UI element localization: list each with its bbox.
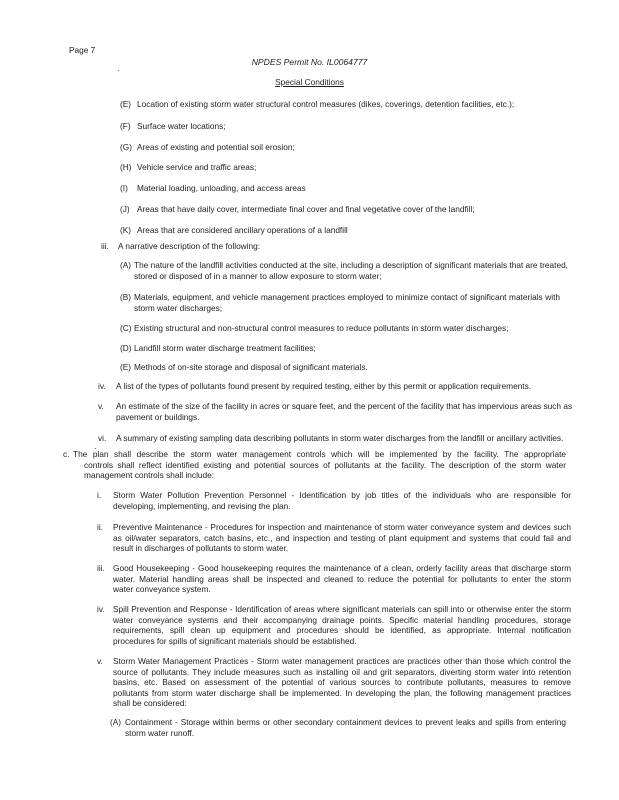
section-c-marker: c. <box>63 449 70 459</box>
management-practice-item-text: Containment - Storage within berms or other secondary containment devices to prevent leaks and spills from entering <box>125 717 566 727</box>
control-item-text: water conveyance systems and their accompanying drainage points. Specific material handling procedures, storage <box>113 614 571 625</box>
narrative-item-text: storm water discharges; <box>134 302 223 313</box>
control-item-text: source of pollutants. They include measures such as installing oil and grit separators, diverting storm water into retention <box>113 666 571 677</box>
scan-speck <box>95 448 96 449</box>
plan-item-marker: v. <box>98 401 104 411</box>
condition-item-text: Material loading, unloading, and access areas <box>137 183 306 193</box>
plan-item-marker: vi. <box>98 433 107 443</box>
condition-item-marker: (J) <box>120 204 130 214</box>
narrative-item-text: Materials, equipment, and vehicle management practices employed to minimize contact of significant materials with <box>134 292 560 302</box>
control-item-marker: iv. <box>97 604 105 614</box>
control-item-text: result in discharges of pollutants to storm water. <box>113 543 289 554</box>
plan-item-text: An estimate of the size of the facility in acres or square feet, and the percent of the facility that has impervious areas such as <box>116 401 573 411</box>
narrative-item-marker: (A) <box>120 260 132 270</box>
narrative-item-text: The nature of the landfill activities conducted at the site, including a description of significant materials that are treated, <box>134 260 568 270</box>
condition-item-text: Surface water locations; <box>137 121 226 131</box>
control-item-text: water. Material handling areas shall be inspected and cleaned to reduce the potential for pollutants to enter the storm <box>113 573 571 584</box>
control-item-text: water conveyance system. <box>113 584 211 595</box>
plan-item-marker: iv. <box>98 381 106 391</box>
narrative-item-text: Landfill storm water discharge treatment facilities; <box>134 343 316 353</box>
plan-item-text: A summary of existing sampling data describing pollutants in storm water discharges from the landfill or ancillary activities. <box>116 433 564 443</box>
section-c-text: management controls shall include: <box>84 470 215 481</box>
narrative-item-marker: (D) <box>120 343 132 353</box>
special-conditions-heading: Special Conditions <box>275 77 344 87</box>
condition-item-text: Areas of existing and potential soil erosion; <box>137 142 295 152</box>
condition-item-text: Areas that are considered ancillary operations of a landfill <box>137 225 348 235</box>
condition-item-marker: (F) <box>120 121 131 131</box>
narrative-item-text: stored or disposed of in a manner to allow exposure to storm water; <box>134 270 382 281</box>
control-item-text: developing, implementing, and revising the plan. <box>113 500 291 511</box>
scan-speck <box>118 70 119 71</box>
control-item-text: Storm Water Pollution Prevention Personnel - Identification by job titles of the individuals who are responsible for <box>113 490 571 500</box>
condition-item-marker: (H) <box>120 162 132 172</box>
narrative-item-marker: (B) <box>120 292 132 302</box>
plan-item-text: pavement or buildings. <box>116 411 200 422</box>
control-item-text: requirements, spill clean up equipment and procedures should be identified, as appropriate. Internal notification <box>113 625 571 636</box>
management-practice-item-marker: (A) <box>110 717 122 727</box>
control-item-text: Spill Prevention and Response - Identification of areas where significant materials can spill into or otherwise enter the storm <box>113 604 571 614</box>
control-item-text: pollutants from storm water discharge shall be implemented. In developing the plan, the following management practices <box>113 687 571 698</box>
control-item-text: Good Housekeeping - Good housekeeping requires the maintenance of a clean, orderly facility areas that discharge storm <box>113 563 571 573</box>
narrative-item-text: Methods of on-site storage and disposal of significant materials. <box>134 362 368 372</box>
item-iii-text: A narrative description of the following: <box>118 241 261 251</box>
narrative-item-text: Existing structural and non-structural control measures to reduce pollutants in storm water discharges; <box>134 323 509 333</box>
section-c-text: The plan shall describe the storm water management controls which will be implemented by the facility. The appropriate <box>73 449 566 459</box>
control-item-text: Preventive Maintenance - Procedures for inspection and maintenance of storm water conveyance system and devices such <box>113 522 571 532</box>
condition-item-marker: (K) <box>120 225 132 235</box>
section-c-text: controls shall reflect identified existing and potential sources of pollutants at the facility. The description of the storm water <box>84 459 566 470</box>
condition-item-marker: (G) <box>120 142 132 152</box>
management-practice-item-text: storm water runoff. <box>125 727 195 738</box>
plan-item-text: A list of the types of pollutants found present by required testing, either by this permit or application requirements. <box>116 381 532 391</box>
condition-item-marker: (E) <box>120 99 132 109</box>
narrative-item-marker: (C) <box>120 323 132 333</box>
control-item-marker: iii. <box>97 563 105 573</box>
condition-item-marker: (I) <box>120 183 128 193</box>
control-item-text: shall be considered: <box>113 698 187 709</box>
condition-item-text: Areas that have daily cover, intermediate final cover and final vegetative cover of the landfill; <box>137 204 475 214</box>
permit-number-heading: NPDES Permit No. IL0064777 <box>251 57 368 67</box>
condition-item-text: Location of existing storm water structural control measures (dikes, coverings, detention facilities, etc.); <box>137 99 515 109</box>
page-number: Page 7 <box>69 45 96 55</box>
condition-item-text: Vehicle service and traffic areas; <box>137 162 257 172</box>
control-item-marker: ii. <box>97 522 103 532</box>
control-item-marker: i. <box>97 490 102 500</box>
control-item-text: procedures for spills of significant materials should be established. <box>113 635 357 646</box>
control-item-text: basins, etc. Based on assessment of the potential of various sources to contribute pollutants, measures to remove <box>113 677 571 688</box>
control-item-text: Storm Water Management Practices - Storm water management practices are practices other than those which control the <box>113 656 571 666</box>
control-item-marker: v. <box>97 656 103 666</box>
narrative-item-marker: (E) <box>120 362 132 372</box>
item-iii-marker: iii. <box>101 241 109 251</box>
control-item-text: as oil/water separators, catch basins, etc., and inspection and testing of plant equipment and systems that could fail and <box>113 532 571 543</box>
